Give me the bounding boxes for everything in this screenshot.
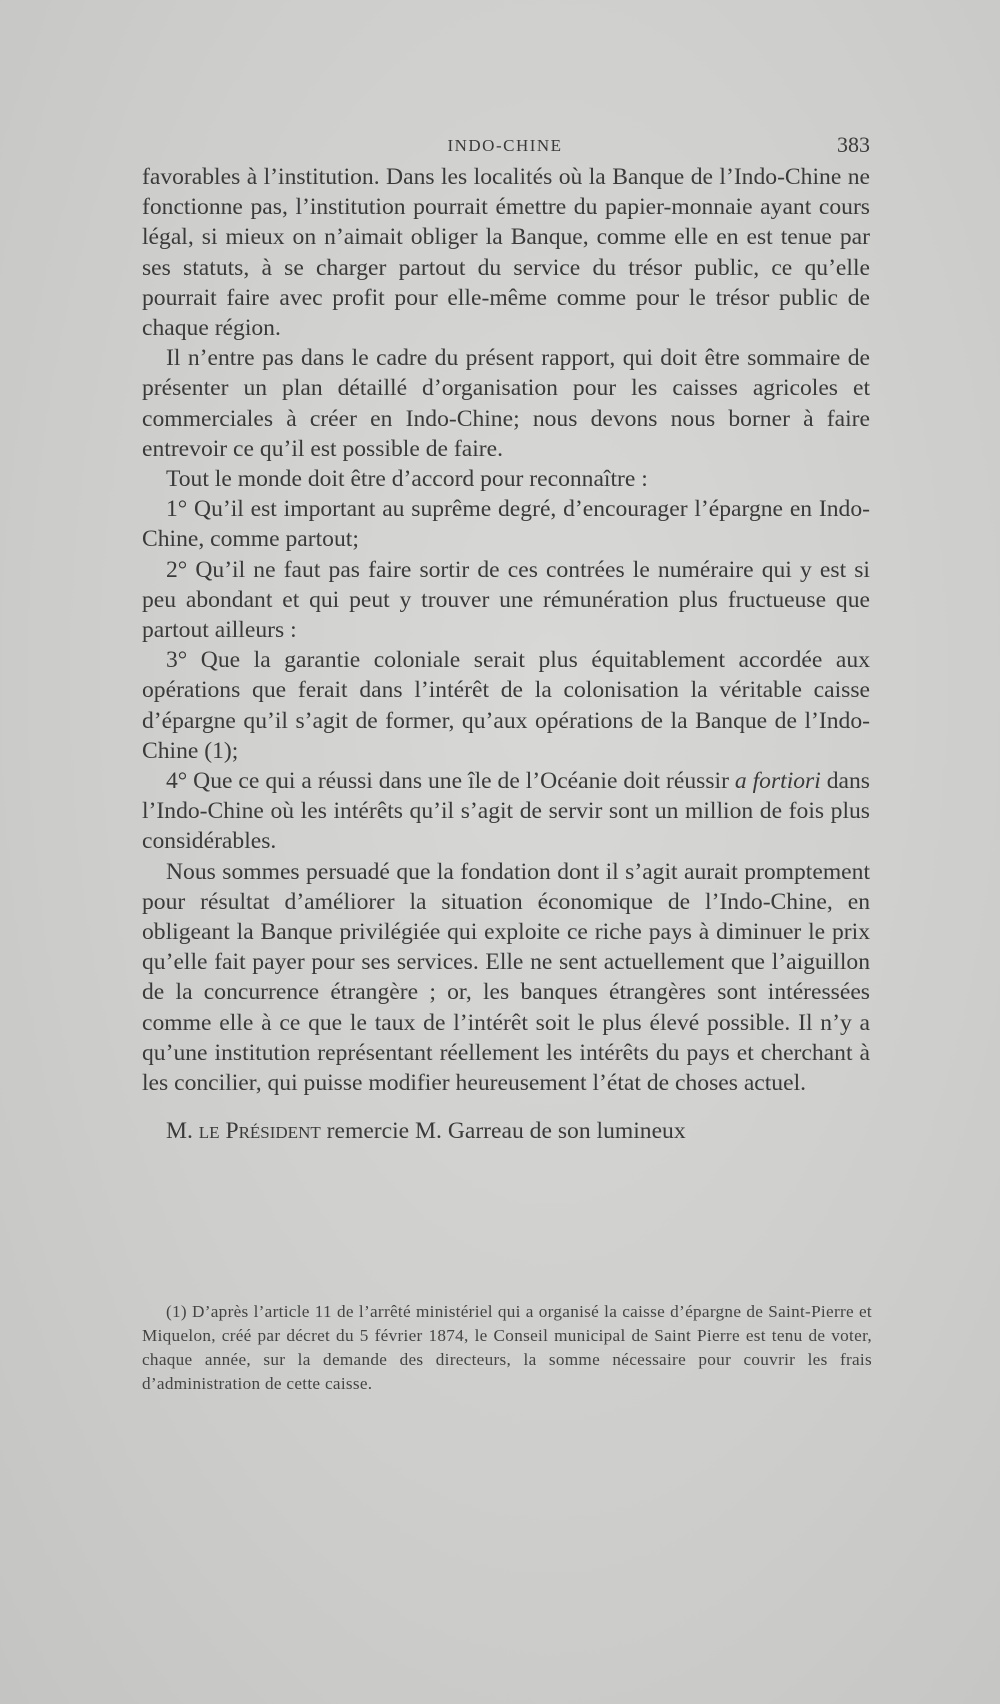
speaker-name: M. le Président [166,1118,321,1145]
italic-phrase: a fortiori [734,768,821,795]
list-item-3: 3° Que la garantie coloniale serait plus équitablement accordée aux opérations que ferait dans l’intérêt de la colonisation la véritable caisse d’épargne qu’il s’agit de former, qu’aux opérations de la Banque de l’Indo-Chine (1); [142,647,870,764]
paragraph-1: favorables à l’institution. Dans les localités où la Banque de l’Indo-Chine ne fonctionne pas, l’institution pourrait émettre du papier-monnaie ayant cours légal, si mieux on n’aimait obliger la Banque, comme elle en est tenue par ses statuts, à se charger partout du service du trésor public, ce qu’elle pourrait faire avec profit pour elle-même comme pour le trésor public de chaque région. [142,164,870,342]
list-item-2: 2° Qu’il ne faut pas faire sortir de ces contrées le numéraire qui y est si peu abondant et qui peut y trouver une rémunération plus fructueuse que partout ailleurs : [142,556,870,644]
running-head: INDO-CHINE [447,136,563,155]
paragraph-3: Tout le monde doit être d’accord pour reconnaître : [166,466,648,493]
list-item-4-start: 4° Que ce qui a réussi dans une île de l’Océanie doit réussir [166,768,735,795]
footnotes [142,1300,872,1396]
paragraph-conclusion: Nous sommes persuadé que la fondation dont il s’agit aurait promptement pour résultat d’améliorer la situation économique de l’Indo-Chine, en obligeant la Banque privilégiée qui exploite ce riche pays à diminuer le prix qu’elle fait payer pour ses services. Elle ne sent actuellement que l’aiguillon de la concurrence étrangère ; or, les banques étrangères sont intéressées comme elle à ce que le taux de l’intérêt soit le plus élevé possible. Il n’y a qu’une institution représentant réellement les intérêts du pays et cherchant à les concilier, qui puisse modifier heureusement l’état de choses actuel. [142,858,870,1097]
paragraph-president [142,1116,870,1146]
page-header [140,132,870,160]
list-item-4 [142,766,870,857]
footnote-1: (1) D’après l’article 11 de l’arrêté ministériel qui a organisé la caisse d’épargne de Saint-Pierre et Miquelon, créé par décret du 5 février 1874, le Conseil municipal de Saint Pierre est tenu de voter, chaque année, sur la demande des directeurs, la somme nécessaire pour couvrir les frais d’administration de cette caisse. [142,1302,872,1393]
list-item-4-end: dans l’Indo-Chine où les intérêts qu’il s’agit de servir sont un million de fois plus considérables. [142,768,870,855]
main-text [142,162,870,1147]
paragraph-2: Il n’entre pas dans le cadre du présent rapport, qui doit être sommaire de présenter un plan détaillé d’organisation pour les caisses agricoles et commerciales à créer en Indo-Chine; nous devons nous borner à faire entrevoir ce qu’il est possible de faire. [142,345,870,462]
list-item-1: 1° Qu’il est important au suprême degré, d’encourager l’épargne en Indo-Chine, comme partout; [142,496,870,553]
president-remark: remercie M. Garreau de son lumineux [320,1118,686,1145]
page-number: 383 [837,132,870,157]
